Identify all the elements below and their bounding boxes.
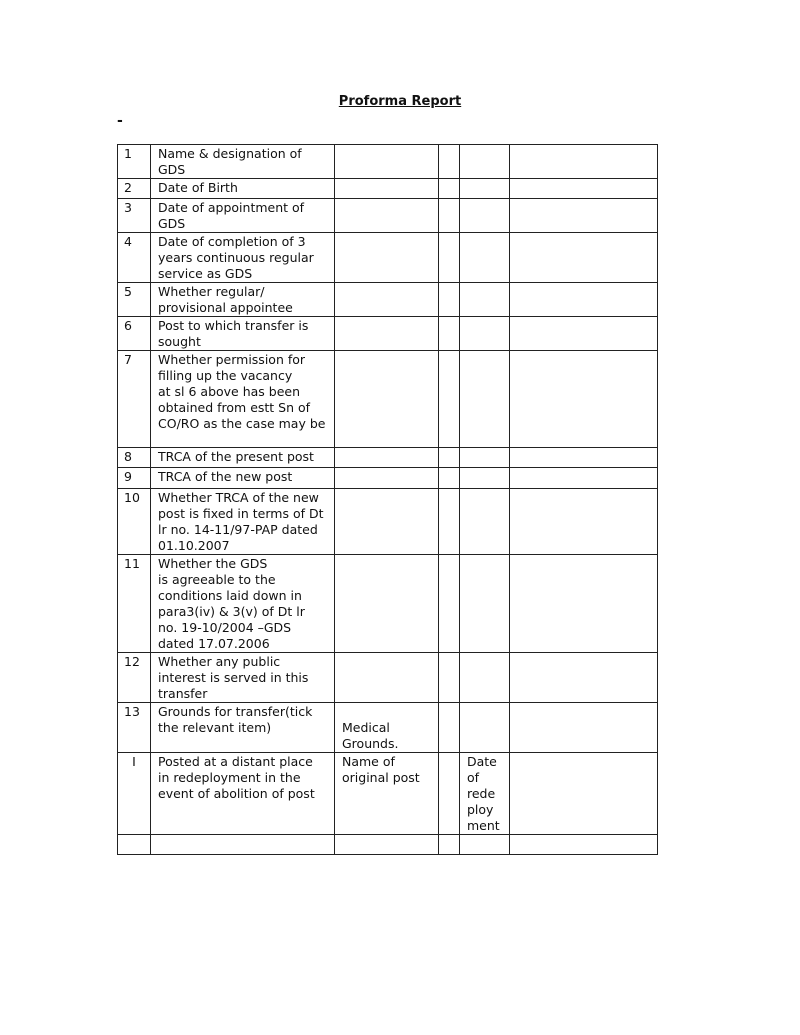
entry-cell-1: Medical Grounds. <box>335 703 439 753</box>
item-description-cell: Post to which transfer is sought <box>151 317 335 351</box>
entry-cell-4 <box>510 703 658 753</box>
serial-number-cell: 10 <box>118 489 151 555</box>
entry-cell-3 <box>460 835 510 855</box>
entry-cell-4 <box>510 468 658 489</box>
item-description-cell: Posted at a distant place in redeployment in the event of abolition of post <box>151 753 335 835</box>
proforma-table-body <box>118 145 658 855</box>
entry-cell-1 <box>335 489 439 555</box>
serial-number-cell: 2 <box>118 179 151 199</box>
entry-cell-1 <box>335 317 439 351</box>
entry-cell-3 <box>460 653 510 703</box>
item-description-cell: Date of completion of 3 years continuous regular service as GDS <box>151 233 335 283</box>
entry-cell-3 <box>460 179 510 199</box>
serial-number-cell: 1 <box>118 145 151 179</box>
entry-cell-1 <box>335 283 439 317</box>
entry-cell-2 <box>439 179 460 199</box>
serial-number-cell: 6 <box>118 317 151 351</box>
entry-cell-4 <box>510 145 658 179</box>
entry-cell-2 <box>439 317 460 351</box>
entry-cell-4 <box>510 555 658 653</box>
entry-cell-1 <box>335 835 439 855</box>
serial-number-cell: 3 <box>118 199 151 233</box>
entry-cell-2 <box>439 753 460 835</box>
entry-cell-1 <box>335 351 439 448</box>
serial-number-cell: 11 <box>118 555 151 653</box>
entry-cell-1 <box>335 555 439 653</box>
item-description-cell: Whether any public interest is served in this transfer <box>151 653 335 703</box>
table-row <box>118 199 658 233</box>
item-description-cell: Name & designation of GDS <box>151 145 335 179</box>
serial-number-cell: 5 <box>118 283 151 317</box>
entry-cell-3 <box>460 317 510 351</box>
entry-cell-4 <box>510 199 658 233</box>
serial-number-cell: 4 <box>118 233 151 283</box>
entry-cell-4 <box>510 489 658 555</box>
table-row <box>118 448 658 468</box>
table-row <box>118 489 658 555</box>
entry-cell-3 <box>460 199 510 233</box>
table-row <box>118 468 658 489</box>
entry-cell-4 <box>510 753 658 835</box>
entry-cell-2 <box>439 448 460 468</box>
entry-cell-3 <box>460 448 510 468</box>
serial-number-cell: 7 <box>118 351 151 448</box>
table-row <box>118 283 658 317</box>
entry-cell-4 <box>510 448 658 468</box>
table-row <box>118 145 658 179</box>
entry-cell-1 <box>335 448 439 468</box>
table-row <box>118 179 658 199</box>
entry-cell-3 <box>460 468 510 489</box>
entry-cell-3: Date of rede ploy ment <box>460 753 510 835</box>
entry-cell-3 <box>460 283 510 317</box>
table-row <box>118 233 658 283</box>
table-row <box>118 351 658 448</box>
item-description-cell: Whether regular/ provisional appointee <box>151 283 335 317</box>
entry-cell-2 <box>439 653 460 703</box>
item-description-cell: TRCA of the new post <box>151 468 335 489</box>
entry-cell-1 <box>335 468 439 489</box>
entry-cell-3 <box>460 351 510 448</box>
serial-number-cell: I <box>118 753 151 835</box>
entry-cell-4 <box>510 233 658 283</box>
item-description-cell: Date of appointment of GDS <box>151 199 335 233</box>
table-row <box>118 835 658 855</box>
proforma-table <box>117 144 658 855</box>
item-description-cell: Grounds for transfer(tick the relevant item) <box>151 703 335 753</box>
serial-number-cell: 9 <box>118 468 151 489</box>
entry-cell-1 <box>335 653 439 703</box>
table-row <box>118 703 658 753</box>
dash-mark: - <box>117 113 123 129</box>
entry-cell-1 <box>335 233 439 283</box>
serial-number-cell: 13 <box>118 703 151 753</box>
item-description-cell: Whether permission for filling up the vacancy at sl 6 above has been obtained from estt Sn of CO/RO as the case may be <box>151 351 335 448</box>
entry-cell-3 <box>460 555 510 653</box>
serial-number-cell <box>118 835 151 855</box>
table-row <box>118 653 658 703</box>
entry-cell-3 <box>460 489 510 555</box>
entry-cell-3 <box>460 703 510 753</box>
entry-cell-1 <box>335 199 439 233</box>
entry-cell-1: Name of original post <box>335 753 439 835</box>
item-description-cell: Whether the GDS is agreeable to the conditions laid down in para3(iv) & 3(v) of Dt lr no. 19-10/2004 –GDS dated 17.07.2006 <box>151 555 335 653</box>
page-title: Proforma Report <box>338 94 462 109</box>
entry-cell-4 <box>510 351 658 448</box>
item-description-cell <box>151 835 335 855</box>
entry-cell-2 <box>439 489 460 555</box>
entry-cell-2 <box>439 835 460 855</box>
item-description-cell: Date of Birth <box>151 179 335 199</box>
table-row <box>118 317 658 351</box>
table-row <box>118 753 658 835</box>
entry-cell-2 <box>439 199 460 233</box>
entry-cell-3 <box>460 233 510 283</box>
entry-cell-2 <box>439 351 460 448</box>
item-description-cell: Whether TRCA of the new post is fixed in terms of Dt lr no. 14-11/97-PAP dated 01.10.2007 <box>151 489 335 555</box>
entry-cell-4 <box>510 835 658 855</box>
entry-cell-1 <box>335 179 439 199</box>
table-row <box>118 555 658 653</box>
entry-cell-4 <box>510 653 658 703</box>
serial-number-cell: 12 <box>118 653 151 703</box>
item-description-cell: TRCA of the present post <box>151 448 335 468</box>
entry-cell-2 <box>439 283 460 317</box>
entry-cell-2 <box>439 233 460 283</box>
entry-cell-2 <box>439 555 460 653</box>
entry-cell-2 <box>439 703 460 753</box>
entry-cell-1 <box>335 145 439 179</box>
entry-cell-4 <box>510 317 658 351</box>
entry-cell-4 <box>510 283 658 317</box>
entry-cell-3 <box>460 145 510 179</box>
entry-cell-4 <box>510 179 658 199</box>
entry-cell-2 <box>439 468 460 489</box>
entry-cell-2 <box>439 145 460 179</box>
serial-number-cell: 8 <box>118 448 151 468</box>
